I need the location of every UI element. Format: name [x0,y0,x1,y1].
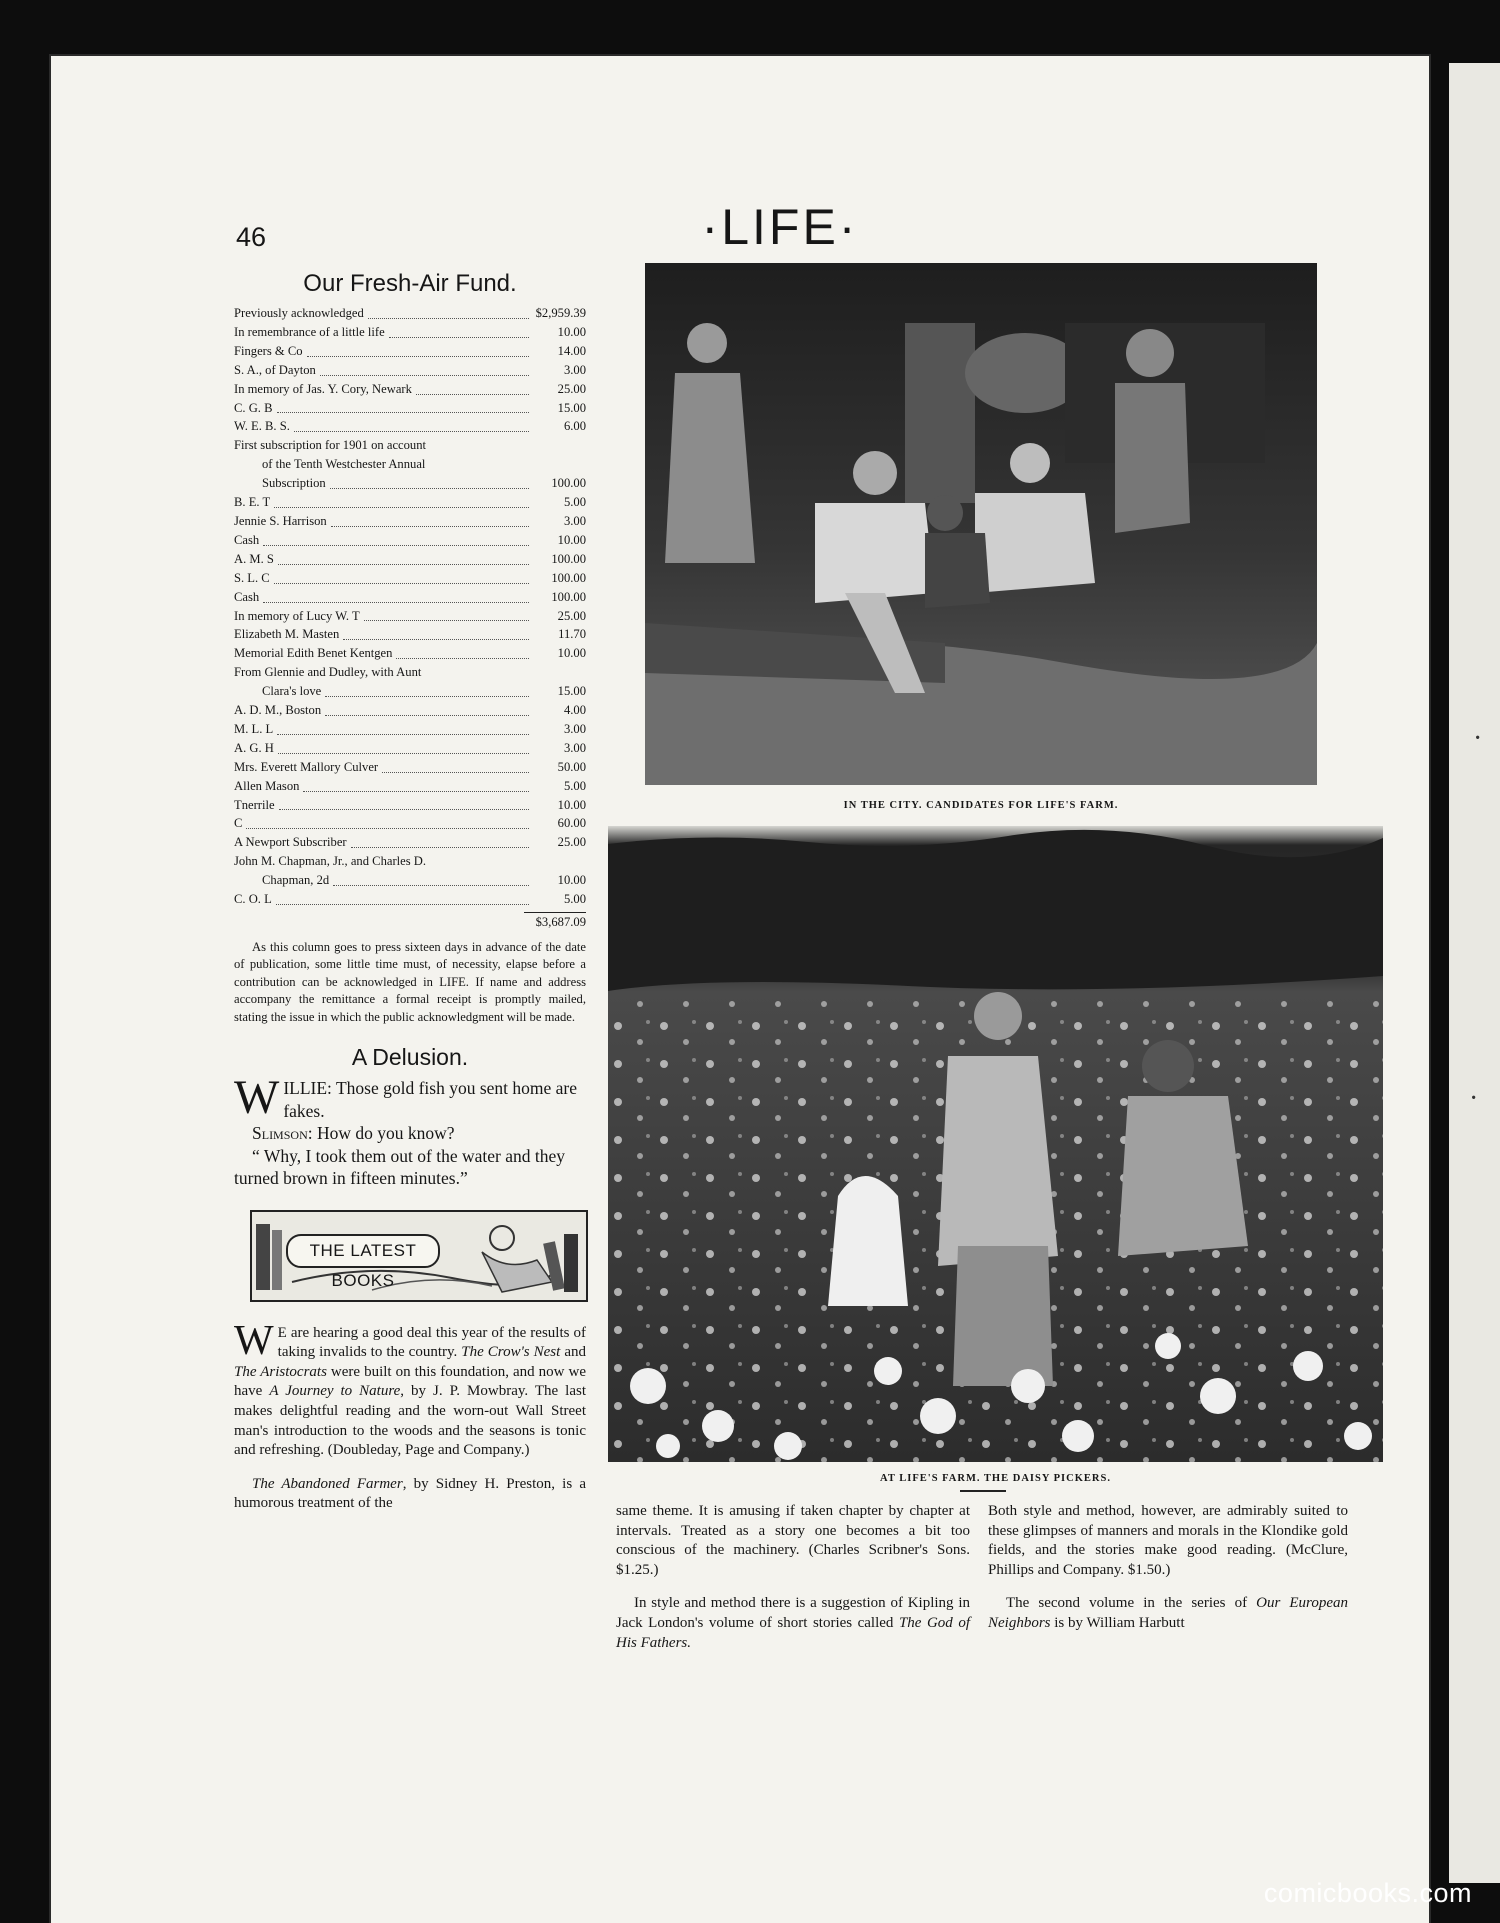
review-paragraph-4 [616,1594,970,1653]
fund-entry-amount: 100.00 [551,589,586,604]
fund-entry [234,417,586,436]
dialog-line-3: “ Why, I took them out of the water and they turned brown in fifteen minutes.” [234,1145,565,1189]
review-paragraph-6 [988,1594,1348,1633]
leader-dots [277,734,529,735]
book-title: The God of His Fathers. [616,1614,970,1651]
photo-caption-1: IN THE CITY. CANDIDATES FOR LIFE'S FARM. [843,800,1119,811]
leader-dots [364,620,529,621]
fund-entry-name: Clara's love [262,684,322,699]
fund-entry-name: Tnerrile [234,797,275,812]
fund-entry-name: First subscription for 1901 on account [234,438,427,453]
leader-dots [351,847,529,848]
fund-entry-amount: 100.00 [551,570,586,585]
fund-entry-name: C [234,816,243,831]
caption-rule [960,1490,1006,1492]
fund-entry-name: Allen Mason [234,778,300,793]
fund-entry-amount: 50.00 [557,759,586,774]
review-paragraph-1 [234,1317,586,1461]
dialog-line-2 [234,1122,586,1145]
review-text: and [560,1344,586,1361]
photo-in-the-city [645,263,1317,785]
fund-entry [234,871,586,890]
fund-entry-amount: 4.00 [563,703,586,718]
fund-entry-name: C. O. L [234,892,272,907]
book-title: The Aristocrats [234,1363,327,1380]
fund-entry-name: In remembrance of a little life [234,324,385,339]
fund-entry-name: A. G. H [234,740,274,755]
fund-entry-name: S. A., of Dayton [234,362,316,377]
fund-entry-name: of the Tenth Westchester Annual [262,457,426,472]
fund-entry [234,342,586,361]
leader-dots [320,375,529,376]
leader-dots [263,545,529,546]
dialog-text: ILLIE: Those gold fish you sent home are fakes. [283,1078,578,1121]
fund-entry-amount: 10.00 [557,532,586,547]
fund-entry-name: B. E. T [234,495,271,510]
fund-entry [234,607,586,626]
fund-entry-amount: 10.00 [557,646,586,661]
leader-dots [333,885,529,886]
fund-entry-amount: 25.00 [557,608,586,623]
fund-entry-amount: 5.00 [563,778,586,793]
fund-entry [234,777,586,796]
book-title: Our European Neighbors [988,1595,1348,1631]
middle-column [616,1502,970,1653]
fund-entry-amount: 3.00 [563,740,586,755]
leader-dots [389,337,529,338]
fund-entry [234,531,586,550]
fund-entry [234,323,586,342]
leader-dots [325,715,529,716]
leader-dots [279,809,529,810]
review-paragraph-3: same theme. It is amusing if taken chapter by chapter at intervals. Treated as a story one becomes a bit too conscious of the machinery. (Charles Scribner's Sons. $1.25.) [616,1503,970,1578]
leader-dots [325,696,529,697]
fund-entry [234,380,586,399]
fund-entry [234,644,586,663]
facing-page-mark: · [1469,1083,1479,1114]
fund-entry-name: From Glennie and Dudley, with Aunt [234,665,422,680]
fund-entry-amount: 10.00 [557,873,586,888]
fund-entry [234,682,586,701]
leader-dots [278,564,529,565]
fund-entry-amount: 100.00 [551,476,586,491]
books-banner-label: THE LATEST BOOKS [286,1234,440,1268]
fund-entry [234,796,586,815]
photo-caption-2: AT LIFE'S FARM. THE DAISY PICKERS. [880,1473,1111,1484]
city-children-photo [645,263,1317,785]
fund-entry [234,852,586,871]
fund-title: Our Fresh-Air Fund. [303,270,517,297]
book-title: The Crow's Nest [461,1344,561,1361]
fund-entry-name: Chapman, 2d [262,873,330,888]
fund-entry-amount: 5.00 [563,892,586,907]
fund-entry [234,569,586,588]
leader-dots [294,431,529,432]
leader-dots [368,318,529,319]
leader-dots [274,507,529,508]
fund-entry-name: Memorial Edith Benet Kentgen [234,646,393,661]
fund-entry [234,304,586,323]
fund-entry-amount: 6.00 [563,419,586,434]
drop-cap: W [234,1071,280,1125]
book-title: A Journey to Nature [269,1383,401,1400]
review-text: The second volume in the series of [1006,1595,1257,1612]
leader-dots [330,488,529,489]
fund-entry-amount: 60.00 [557,816,586,831]
masthead-title: ·LIFE· [701,199,859,255]
fund-entry-amount: 10.00 [557,797,586,812]
fund-list [234,304,586,909]
site-watermark: comicbooks.com [1263,1878,1472,1908]
review-text: In style and method there is a suggestion of Kipling in Jack London's volume of short stories called [616,1595,970,1631]
review-text: , by Sidney H. Preston, is a humorous treatment of the [234,1475,586,1512]
leader-dots [416,394,529,395]
facing-page-edge [1449,63,1500,1883]
fund-entry-name: Cash [234,532,260,547]
review-text: were built on this foundation, and now we have [234,1363,586,1400]
photo-daisy-pickers [608,826,1383,1462]
fund-entry-name: Elizabeth M. Masten [234,627,340,642]
leader-dots [382,772,529,773]
fund-entry [234,625,586,644]
fund-entry [234,758,586,777]
fund-entry-amount: 11.70 [558,627,586,642]
fund-entry-amount: 25.00 [557,381,586,396]
fund-entry [234,436,586,455]
left-column [234,270,586,1514]
leader-dots [331,526,529,527]
leader-dots [276,904,529,905]
fund-entry-amount: 10.00 [557,324,586,339]
delusion-title: A Delusion. [351,1044,469,1071]
facing-page-mark: · [1473,723,1483,754]
fund-entry [234,739,586,758]
fund-entry-name: C. G. B [234,400,273,415]
fund-entry [234,455,586,474]
fund-entry-name: Fingers & Co [234,343,303,358]
book-title: The Abandoned Farmer [252,1475,403,1492]
fund-total: $3,687.09 [535,915,586,929]
fund-entry-name: Cash [234,589,260,604]
fund-entry-name: In memory of Jas. Y. Cory, Newark [234,381,412,396]
fund-entry [234,361,586,380]
page-number: 46 [236,222,267,252]
fund-entry-amount: 14.00 [557,343,586,358]
dialog-line-1 [234,1071,586,1125]
leader-dots [343,639,529,640]
fund-entry-name: A. M. S [234,551,274,566]
right-column [988,1502,1348,1634]
leader-dots [277,412,530,413]
fund-entry-name: In memory of Lucy W. T [234,608,360,623]
leader-dots [263,602,529,603]
leader-dots [303,791,529,792]
review-paragraph-2 [234,1475,586,1514]
leader-dots [278,753,529,754]
fund-entry-name: S. L. C [234,570,270,585]
dialog-text: : How do you know? [307,1123,455,1144]
review-text: is by William Harbutt [1050,1614,1185,1631]
fund-entry-amount: 3.00 [563,721,586,736]
fund-entry [234,399,586,418]
review-paragraph-5: Both style and method, however, are admirably suited to these glimpses of manners and morals in the Klondike gold fields, and the stories make good reading. (McClure, Phillips and Company. $1.50.) [988,1503,1348,1578]
latest-books-banner [250,1210,588,1302]
fund-entry [234,720,586,739]
fund-entry-amount: 15.00 [557,684,586,699]
fund-entry [234,474,586,493]
fund-entry [234,663,586,682]
fund-entry-amount: $2,959.39 [535,306,586,320]
fund-entry-name: John M. Chapman, Jr., and Charles D. [234,854,427,869]
fund-entry [234,814,586,833]
fund-notice: As this column goes to press sixteen days in advance of the date of publication, some little time must, of necessity, elapse before a contribution can be acknowledged in LIFE. If name and address accompany the remittance a formal receipt is promptly mailed, stating the issue in which the public acknowledgment will be made. [234,940,586,1024]
leader-dots [274,583,529,584]
leader-dots [396,658,529,659]
fund-entry-amount: 25.00 [557,835,586,850]
fund-entry-name: Previously acknowledged [234,306,364,320]
fund-entry [234,550,586,569]
fund-entry-amount: 5.00 [563,495,586,510]
leader-dots [307,356,529,357]
fund-entry-name: Jennie S. Harrison [234,513,327,528]
fund-entry [234,890,586,909]
fund-entry-amount: 100.00 [551,551,586,566]
leader-dots [246,828,529,829]
fund-entry-name: A Newport Subscriber [234,835,347,850]
review-text: , by J. P. Mowbray. The last makes delightful reading and the worn-out Wall Street man's introduction to the woods and the seasons is tonic and refreshing. (Doubleday, Page and Company.) [234,1383,586,1459]
fund-entry [234,701,586,720]
fund-entry-amount: 3.00 [563,362,586,377]
fund-entry [234,493,586,512]
drop-cap: W [234,1317,274,1364]
fund-entry-amount: 3.00 [563,513,586,528]
fund-entry [234,833,586,852]
fund-entry [234,588,586,607]
speaker-name: Slimson [252,1123,308,1144]
fund-entry-name: W. E. B. S. [234,419,290,434]
review-text: E are hearing a good deal this year of the results of taking invalids to the country. [277,1324,586,1361]
fund-entry-name: M. L. L [234,721,274,736]
fund-entry-name: A. D. M., Boston [234,703,322,718]
fund-entry-name: Mrs. Everett Mallory Culver [234,759,379,774]
fund-entry-amount: 15.00 [557,400,586,415]
fund-entry [234,512,586,531]
daisy-field-photo [608,826,1383,1462]
delusion-dialog [234,1071,586,1190]
fund-entry-name: Subscription [262,476,326,491]
